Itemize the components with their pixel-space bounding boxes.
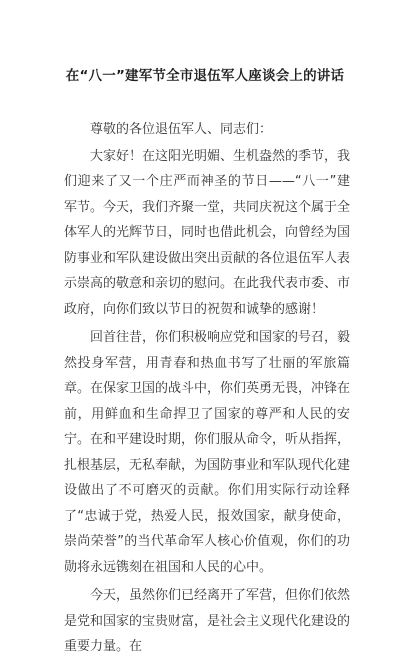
- paragraph: 回首往昔，你们积极响应党和国家的号召，毅然投身军营，用青春和热血书写了壮丽的军旅篇章。在保家卫国的战斗中，你们英勇无畏，冲锋在前，用鲜血和生命捍卫了国家的尊严和人民的安宁。在和平建设时期，你们服从命令，听从指挥，扎根基层，无私奉献，为国防事业和军队现代化建设做出了不可磨灭的贡献。你们用实际行动诠释了“忠诚于党，热爱人民，报效国家，献身使命，崇尚荣誉”的当代革命军人核心价值观，你们的功勋将永远镌刻在祖国和人民的心中。: [64, 330, 351, 575]
- paragraph: 大家好！在这阳光明媚、生机盎然的季节，我们迎来了又一个庄严而神圣的节日——“八一”建军节。今天，我们齐聚一堂，共同庆祝这个属于全体军人的光辉节日，同时也借此机会，向曾经为国防事业和军队建设做出突出贡献的各位退伍军人表示崇高的敬意和亲切的慰问。在此我代表市委、市政府，向你们致以节日的祝贺和诚挚的感谢！: [64, 148, 351, 317]
- document-title: 在“八一”建军节全市退伍军人座谈会上的讲话: [65, 68, 345, 84]
- document-body: [64, 117, 350, 663]
- salutation: 尊敬的各位退伍军人、同志们：: [90, 122, 273, 137]
- paragraph: 今天，虽然你们已经离开了军营，但你们依然是党和国家的宝贵财富，是社会主义现代化建设的重要力量。在: [64, 588, 351, 654]
